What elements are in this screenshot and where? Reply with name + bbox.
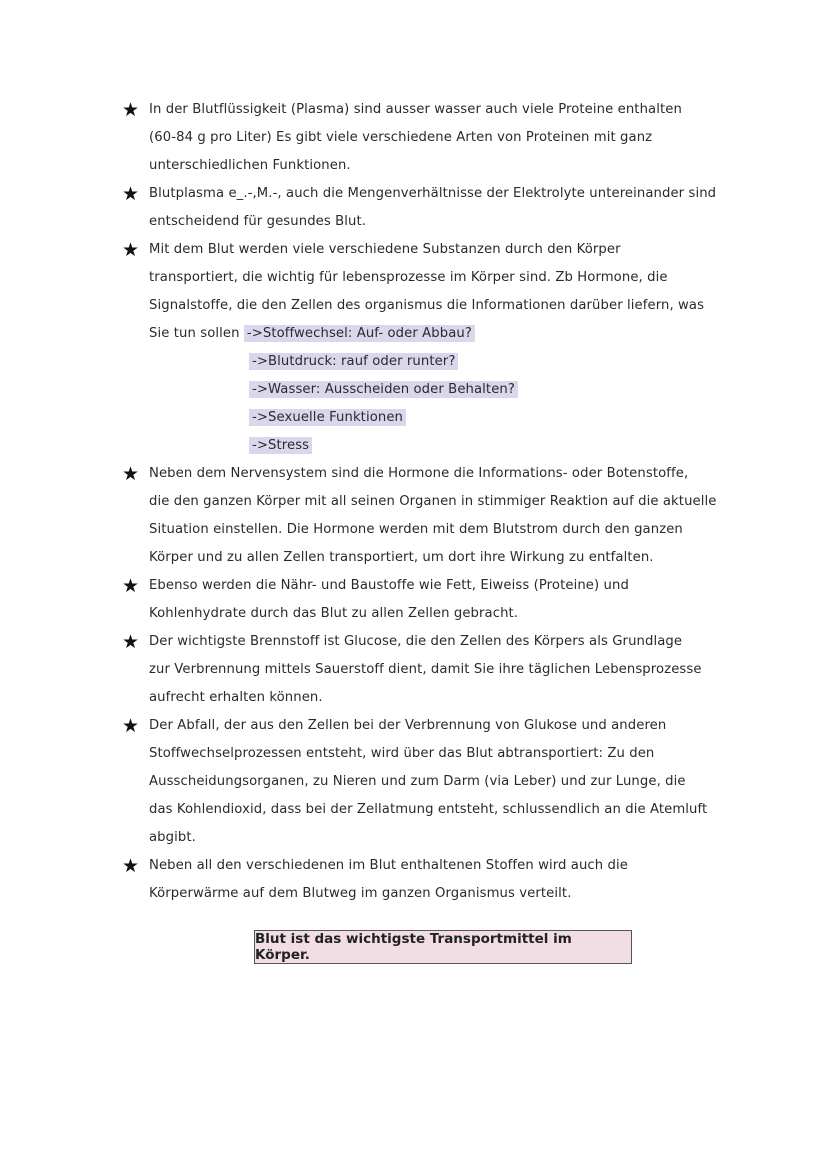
bullet-glucose (122, 628, 732, 712)
bullet-plasma-proteins (122, 96, 732, 180)
text-line: (60-84 g pro Liter) Es gibt viele verschiedene Arten von Proteinen mit ganz (149, 130, 653, 145)
star-bullet-icon: ★ (122, 183, 140, 205)
bullet-hormones (122, 460, 732, 572)
text-line: aufrecht erhalten können. (149, 690, 323, 705)
text-line: Situation einstellen. Die Hormone werden mit dem Blutstrom durch den ganzen (149, 522, 683, 537)
highlight-stress: ->Stress (249, 437, 312, 454)
bullet-body-heat (122, 852, 732, 908)
text-line: Ebenso werden die Nähr- und Baustoffe wie Fett, Eiweiss (Proteine) und (149, 578, 629, 593)
hormone-effect-item (249, 376, 732, 404)
text-line: abgibt. (149, 830, 196, 845)
star-bullet-icon: ★ (122, 575, 140, 597)
text-line: In der Blutflüssigkeit (Plasma) sind ausser wasser auch viele Proteine enthalten (149, 102, 682, 117)
bullet-nutrients (122, 572, 732, 628)
highlight-blood-pressure: ->Blutdruck: rauf oder runter? (249, 353, 458, 370)
highlight-sexual-functions: ->Sexuelle Funktionen (249, 409, 406, 426)
bullet-waste (122, 712, 732, 852)
text-line: das Kohlendioxid, dass bei der Zellatmung entsteht, schlussendlich an die Atemluft (149, 802, 708, 817)
star-bullet-icon: ★ (122, 99, 140, 121)
star-bullet-icon: ★ (122, 463, 140, 485)
text-line: zur Verbrennung mittels Sauerstoff dient, damit Sie ihre täglichen Lebensprozesse (149, 662, 702, 677)
star-bullet-icon: ★ (122, 239, 140, 261)
text-line: Neben all den verschiedenen im Blut enthaltenen Stoffen wird auch die (149, 858, 628, 873)
text-line: Stoffwechselprozessen entsteht, wird über das Blut abtransportiert: Zu den (149, 746, 655, 761)
bullet-list (122, 96, 732, 908)
text-line: Der Abfall, der aus den Zellen bei der Verbrennung von Glukose und anderen (149, 718, 667, 733)
highlight-metabolism: ->Stoffwechsel: Auf- oder Abbau? (244, 325, 475, 342)
text-line: Blutplasma e_.-,M.-, auch die Mengenverhältnisse der Elektrolyte untereinander sind (149, 186, 717, 201)
lead-text: Sie tun sollen (149, 326, 244, 341)
star-bullet-icon: ★ (122, 631, 140, 653)
text-line: transportiert, die wichtig für lebensprozesse im Körper sind. Zb Hormone, die (149, 270, 668, 285)
text-line-with-highlight (149, 320, 732, 348)
star-bullet-icon: ★ (122, 855, 140, 877)
bullet-substances-transport (122, 236, 732, 460)
hormone-effect-item (249, 348, 732, 376)
text-line: unterschiedlichen Funktionen. (149, 158, 351, 173)
highlight-water: ->Wasser: Ausscheiden oder Behalten? (249, 381, 518, 398)
text-line: Der wichtigste Brennstoff ist Glucose, die den Zellen des Körpers als Grundlage (149, 634, 683, 649)
text-line: entscheidend für gesundes Blut. (149, 214, 367, 229)
hormone-effect-item (249, 432, 732, 460)
text-line: Körper und zu allen Zellen transportiert, um dort ihre Wirkung zu entfalten. (149, 550, 654, 565)
star-bullet-icon: ★ (122, 715, 140, 737)
hormone-effects-list (149, 348, 732, 460)
text-line: Mit dem Blut werden viele verschiedene Substanzen durch den Körper (149, 242, 621, 257)
text-line: Kohlenhydrate durch das Blut zu allen Zellen gebracht. (149, 606, 519, 621)
text-line: Ausscheidungsorganen, zu Nieren und zum Darm (via Leber) und zur Lunge, die (149, 774, 686, 789)
bullet-electrolytes (122, 180, 732, 236)
text-line: Neben dem Nervensystem sind die Hormone die Informations- oder Botenstoffe, (149, 466, 689, 481)
summary-box (254, 930, 632, 964)
hormone-effect-item (249, 404, 732, 432)
text-line: die den ganzen Körper mit all seinen Organen in stimmiger Reaktion auf die aktuelle (149, 494, 717, 509)
text-line: Körperwärme auf dem Blutweg im ganzen Organismus verteilt. (149, 886, 572, 901)
summary-text: Blut ist das wichtigste Transportmittel im Körper. (255, 931, 572, 963)
text-line: Signalstoffe, die den Zellen des organismus die Informationen darüber liefern, was (149, 298, 705, 313)
